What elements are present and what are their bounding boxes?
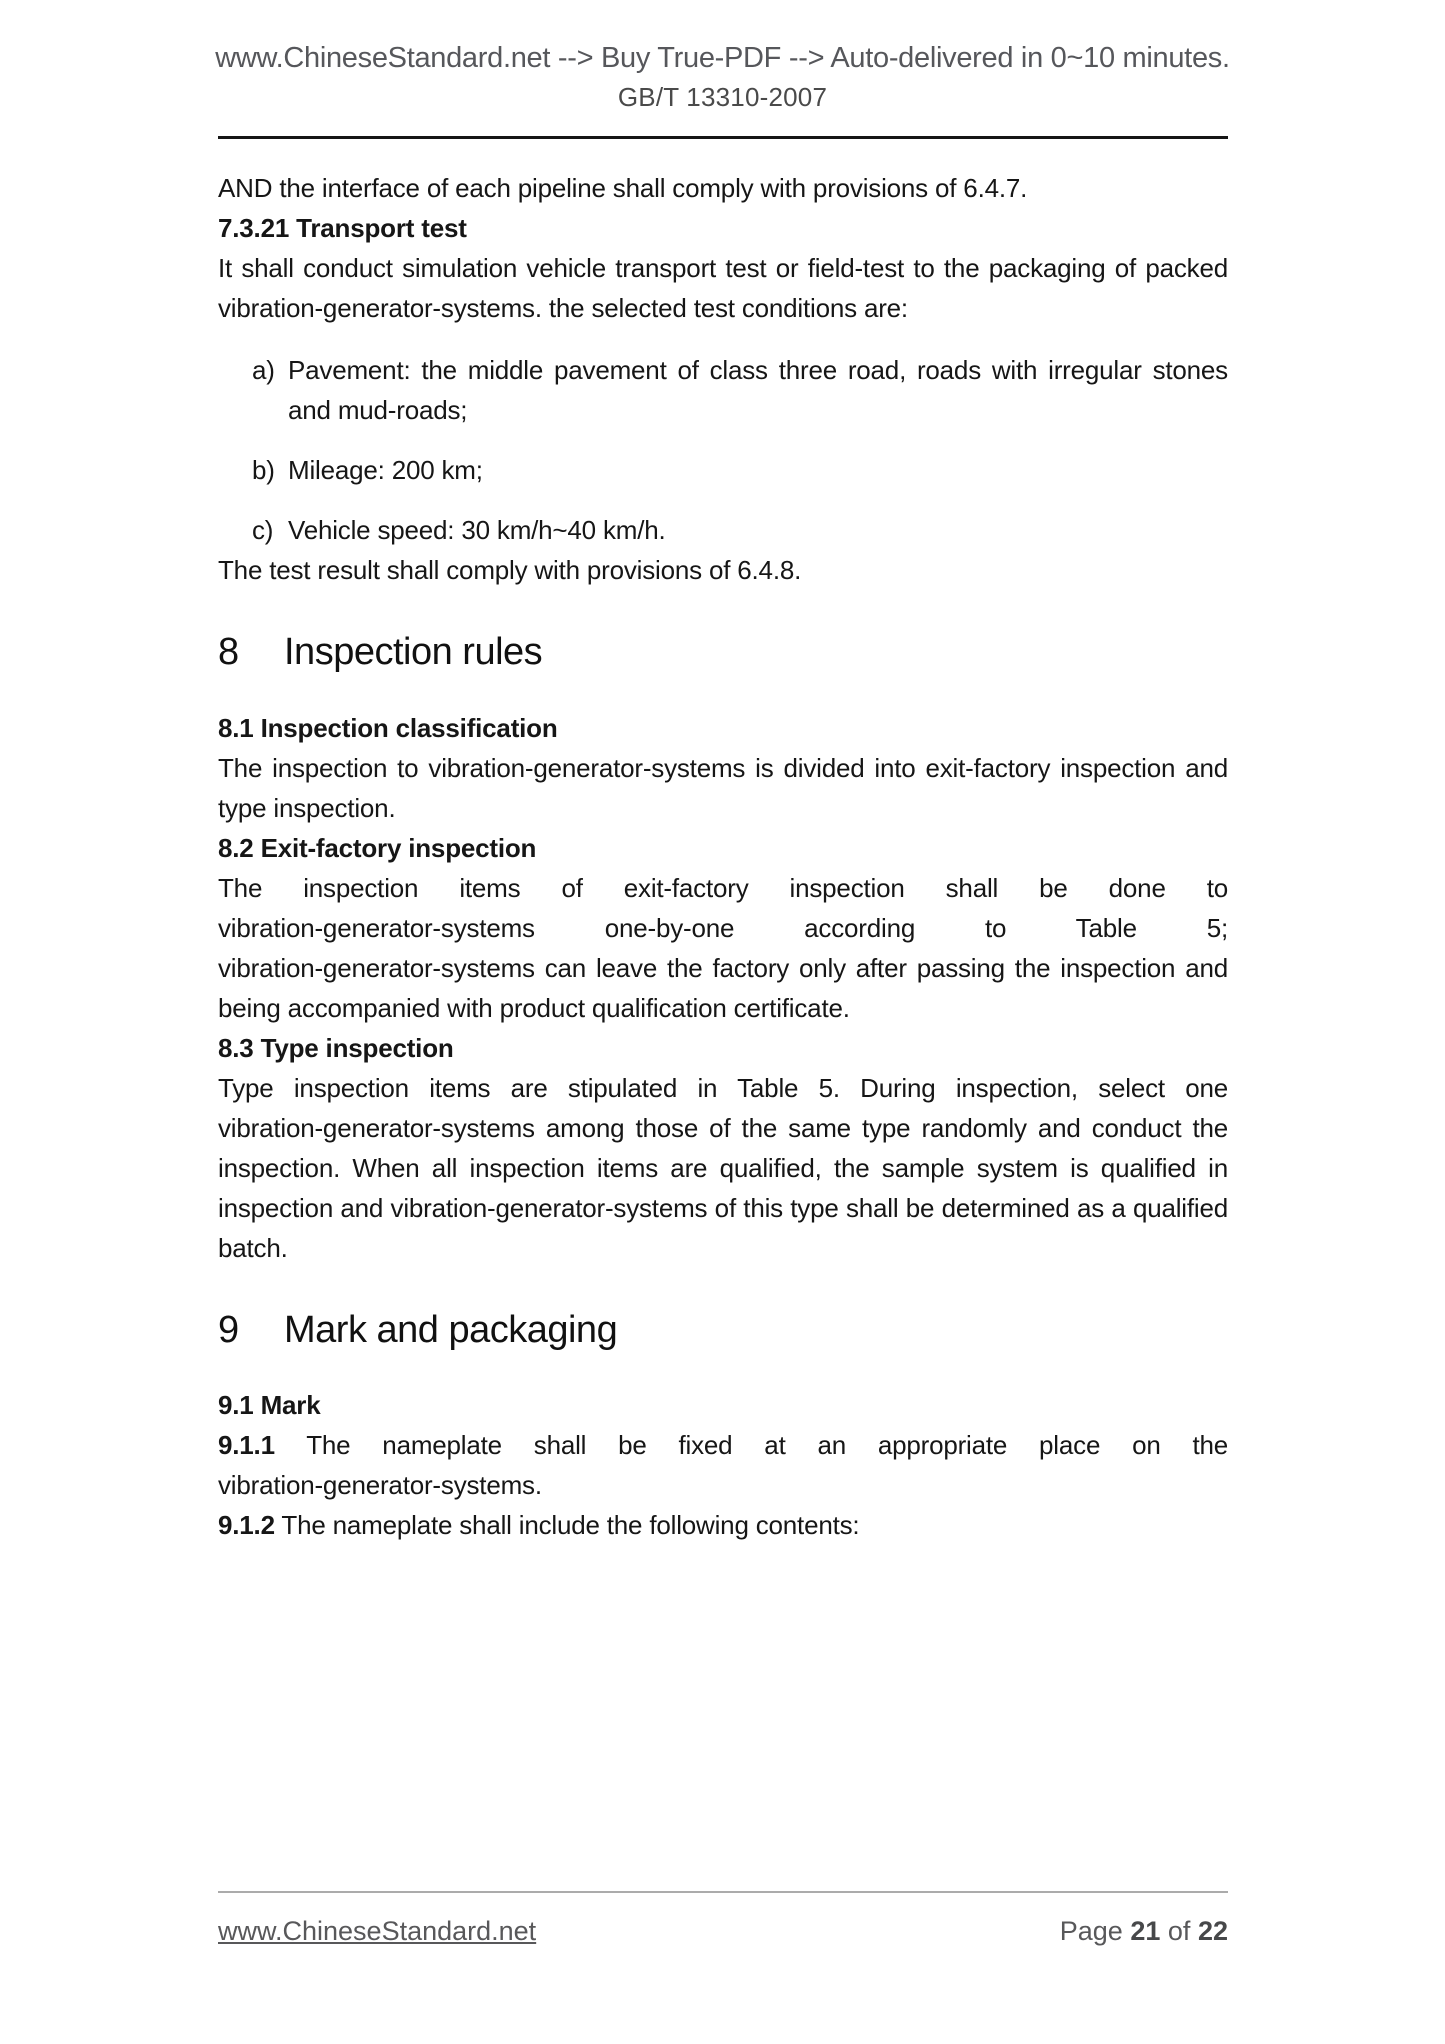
clause-number: 9.1.2 bbox=[218, 1510, 275, 1541]
heading-8-3: 8.3 Type inspection bbox=[218, 1032, 454, 1063]
page-indicator bbox=[1060, 1916, 1228, 1947]
paragraph-interface: AND the interface of each pipeline shall comply with provisions of 6.4.7. bbox=[218, 173, 1028, 203]
paragraph-8-2: The inspection items of exit-factory inspection shall be done to vibration-generator-systems one-by-one according to Table 5; vibration-generator-systems can leave the factory only after passing the inspection and being accompanied with product qualification certificate. bbox=[218, 872, 1229, 1023]
document-body bbox=[218, 168, 1228, 1545]
list-marker: b) bbox=[252, 455, 275, 485]
page-total: 22 bbox=[1197, 1916, 1228, 1946]
footer-site-link[interactable]: www.ChineseStandard.net bbox=[218, 1916, 537, 1946]
heading-8-1: 8.1 Inspection classification bbox=[218, 712, 558, 743]
header-banner-text: www.ChineseStandard.net --> Buy True-PDF --> Auto-delivered in 0~10 minutes. bbox=[215, 42, 1230, 74]
section-number: 8 bbox=[218, 631, 239, 673]
page-footer bbox=[218, 1916, 1228, 1947]
paragraph-9-1-1 bbox=[218, 1425, 1228, 1505]
paragraph-test-result: The test result shall comply with provisions of 6.4.8. bbox=[218, 555, 802, 585]
list-marker: a) bbox=[252, 355, 275, 385]
page-label: Page bbox=[1059, 1916, 1123, 1946]
heading-7-3-21: 7.3.21 Transport test bbox=[218, 213, 467, 243]
page-header bbox=[0, 42, 1445, 113]
heading-9-1: 9.1 Mark bbox=[218, 1390, 321, 1421]
page-current: 21 bbox=[1130, 1916, 1161, 1946]
conditions-list bbox=[218, 350, 1228, 550]
clause-text: The nameplate shall include the following contents: bbox=[281, 1510, 860, 1541]
heading-section-8 bbox=[218, 628, 1228, 676]
heading-8-2: 8.2 Exit-factory inspection bbox=[218, 832, 537, 863]
footer-divider bbox=[218, 1891, 1228, 1893]
list-item bbox=[218, 510, 1228, 550]
paragraph-8-1: The inspection to vibration-generator-systems is divided into exit-factory inspection and type inspection. bbox=[218, 752, 1228, 823]
page-of-label: of bbox=[1167, 1916, 1191, 1946]
header-divider bbox=[218, 136, 1228, 139]
clause-text: The nameplate shall be fixed at an appropriate place on the vibration-generator-systems. bbox=[218, 1430, 1228, 1501]
section-title: Mark and packaging bbox=[284, 1308, 618, 1351]
paragraph-transport-intro: It shall conduct simulation vehicle transport test or field-test to the packaging of packed vibration-generator-systems. the selected test conditions are: bbox=[218, 253, 1228, 323]
list-item bbox=[218, 350, 1228, 430]
list-item-text: Vehicle speed: 30 km/h~40 km/h. bbox=[288, 515, 666, 545]
paragraph-9-1-2 bbox=[218, 1505, 1228, 1545]
section-number: 9 bbox=[218, 1308, 239, 1351]
clause-number: 9.1.1 bbox=[218, 1430, 275, 1461]
section-title: Inspection rules bbox=[284, 631, 543, 673]
list-item bbox=[218, 450, 1228, 490]
list-item-text: Mileage: 200 km; bbox=[288, 455, 483, 485]
paragraph-8-3: Type inspection items are stipulated in Table 5. During inspection, select one vibration-generator-systems among those of the same type randomly and conduct the inspection. When all inspection items are qualified, the sample system is qualified in inspection and vibration-generator-systems of this type shall be determined as a qualified batch. bbox=[218, 1072, 1228, 1263]
list-marker: c) bbox=[252, 515, 274, 545]
list-item-text: Pavement: the middle pavement of class three road, roads with irregular stones and mud-roads; bbox=[288, 355, 1228, 425]
document-code: GB/T 13310-2007 bbox=[617, 82, 828, 112]
heading-section-9 bbox=[218, 1306, 1228, 1354]
